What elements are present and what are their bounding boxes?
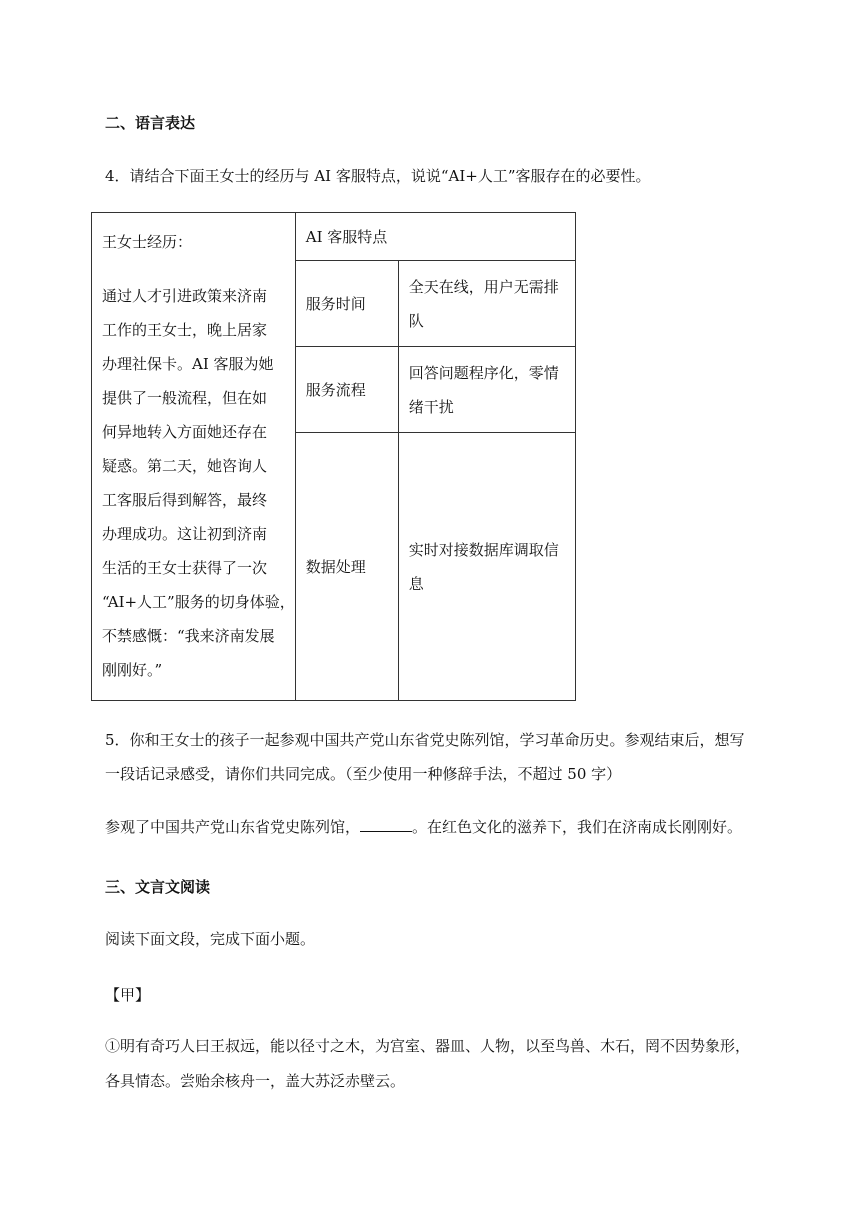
experience-line: 不禁感慨：“我来济南发展 xyxy=(102,627,275,645)
experience-line: 通过人才引进政策来济南 xyxy=(102,287,268,305)
experience-cell xyxy=(92,213,296,701)
experience-line: “AI+人工”服务的切身体验， xyxy=(102,593,295,611)
passage-label: 【甲】 xyxy=(105,986,151,1004)
section-3-title: 三、文言文阅读 xyxy=(105,878,211,896)
experience-line: 生活的王女士获得了一次 xyxy=(102,559,268,577)
experience-line: 何异地转入方面她还存在 xyxy=(102,423,268,441)
feature-name: 服务流程 xyxy=(295,347,398,433)
fill-before: 参观了中国共产党山东省党史陈列馆， xyxy=(105,818,361,836)
feature-name: 数据处理 xyxy=(295,433,398,701)
q4-info-table xyxy=(91,212,576,701)
question-5-fill-sentence xyxy=(105,810,742,844)
experience-line: 工作的王女士，晚上居家 xyxy=(102,321,268,339)
experience-line: 提供了一般流程，但在如 xyxy=(102,389,268,407)
feature-desc: 全天在线，用户无需排 队 xyxy=(398,261,575,347)
passage-line-2: 各具情态。尝贻余核舟一，盖大苏泛赤壁云。 xyxy=(105,1072,406,1090)
experience-line: 疑惑。第二天，她咨询人 xyxy=(102,457,268,475)
reading-instruction: 阅读下面文段，完成下面小题。 xyxy=(105,930,316,948)
experience-line: 工客服后得到解答，最终 xyxy=(102,491,268,509)
passage-line-1: ①明有奇巧人曰王叔远，能以径寸之木，为宫室、器皿、人物，以至鸟兽、木石，罔不因势象形， xyxy=(105,1037,751,1055)
question-5-line-2: 一段话记录感受，请你们共同完成。（至少使用一种修辞手法，不超过 50 字） xyxy=(105,765,622,783)
feature-desc: 实时对接数据库调取信 息 xyxy=(398,433,575,701)
features-title: AI 客服特点 xyxy=(295,213,575,261)
feature-desc: 回答问题程序化，零情 绪干扰 xyxy=(398,347,575,433)
question-4-prompt: 4．请结合下面王女士的经历与 AI 客服特点，说说“AI+人工”客服存在的必要性。 xyxy=(105,167,651,185)
experience-line: 刚刚好。” xyxy=(102,661,163,679)
experience-title: 王女士经历： xyxy=(102,233,193,251)
experience-line: 办理社保卡。AI 客服为她 xyxy=(102,355,274,373)
feature-name: 服务时间 xyxy=(295,261,398,347)
question-5-line-1: 5．你和王女士的孩子一起参观中国共产党山东省党史陈列馆，学习革命历史。参观结束后，想写 xyxy=(105,731,745,749)
experience-line: 办理成功。这让初到济南 xyxy=(102,525,268,543)
answer-blank[interactable] xyxy=(360,817,412,832)
section-2-title: 二、语言表达 xyxy=(105,114,196,132)
fill-after: 。在红色文化的滋养下，我们在济南成长刚刚好。 xyxy=(412,818,743,836)
